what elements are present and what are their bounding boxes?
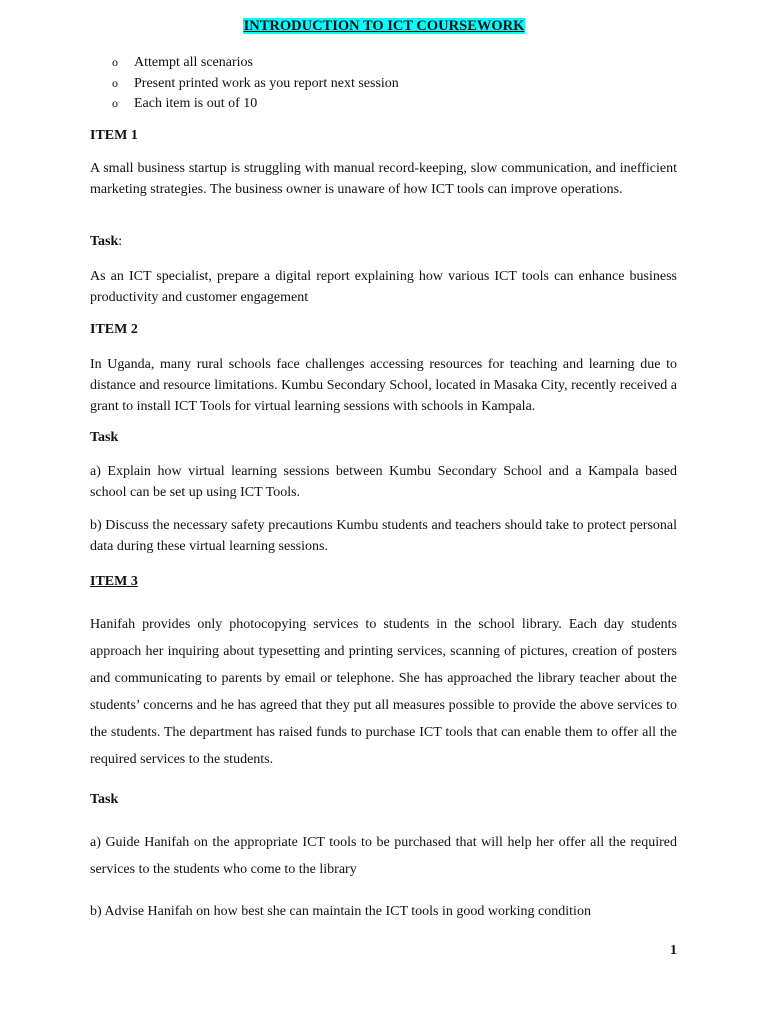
item1-task: As an ICT specialist, prepare a digital report explaining how various ICT tools can enhance business productivity and customer engagement bbox=[90, 269, 677, 305]
document-title bbox=[0, 17, 768, 35]
item2-scenario: In Uganda, many rural schools face challenges accessing resources for teaching and learning due to distance and resource limitations. Kumbu Secondary School, located in Masaka City, recently received a grant to install ICT Tools for virtual learning sessions with schools in Kampala. bbox=[90, 357, 677, 414]
item1-scenario: A small business startup is struggling with manual record-keeping, slow communication, and inefficient marketing strategies. The business owner is unaware of how ICT tools can improve operations. bbox=[90, 161, 677, 197]
list-item: o Attempt all scenarios bbox=[112, 52, 399, 73]
item2-task-a: a) Explain how virtual learning sessions between Kumbu Secondary School and a Kampala based school can be set up using ICT Tools. bbox=[90, 464, 677, 500]
title-text: INTRODUCTION TO ICT COURSEWORK bbox=[243, 18, 525, 34]
item1-heading: ITEM 1 bbox=[90, 128, 138, 143]
item3-task-a: a) Guide Hanifah on the appropriate ICT tools to be purchased that will help her offer all the required services to the students who come to the library bbox=[90, 835, 677, 877]
bullet-circle-icon: o bbox=[112, 75, 118, 90]
item3-task-label: Task bbox=[90, 792, 119, 807]
list-item: o Each item is out of 10 bbox=[112, 93, 399, 114]
item2-task-b: b) Discuss the necessary safety precautions Kumbu students and teachers should take to protect personal data during these virtual learning sessions. bbox=[90, 518, 677, 554]
item3-scenario: Hanifah provides only photocopying services to students in the school library. Each day students approach her inquiring about typesetting and printing services, scanning of pictures, creation of posters and communicating to parents by email or telephone. She has approached the library teacher about the students’ concerns and he has agreed that they put all measures possible to provide the above services to the students. The department has raised funds to purchase ICT tools that can enable them to offer all the required services to the students. bbox=[90, 617, 677, 767]
item1-task-label: Task: bbox=[90, 234, 123, 249]
page-number: 1 bbox=[670, 943, 677, 958]
list-item: o Present printed work as you report next session bbox=[112, 73, 399, 94]
item3-task-b: b) Advise Hanifah on how best she can maintain the ICT tools in good working condition bbox=[90, 904, 591, 919]
bullet-circle-icon: o bbox=[112, 96, 118, 110]
bullet-circle-icon: o bbox=[112, 55, 118, 69]
instructions-list bbox=[112, 52, 399, 114]
item2-heading: ITEM 2 bbox=[90, 322, 138, 337]
item3-heading: ITEM 3 bbox=[90, 574, 138, 589]
item2-task-label: Task bbox=[90, 430, 119, 445]
